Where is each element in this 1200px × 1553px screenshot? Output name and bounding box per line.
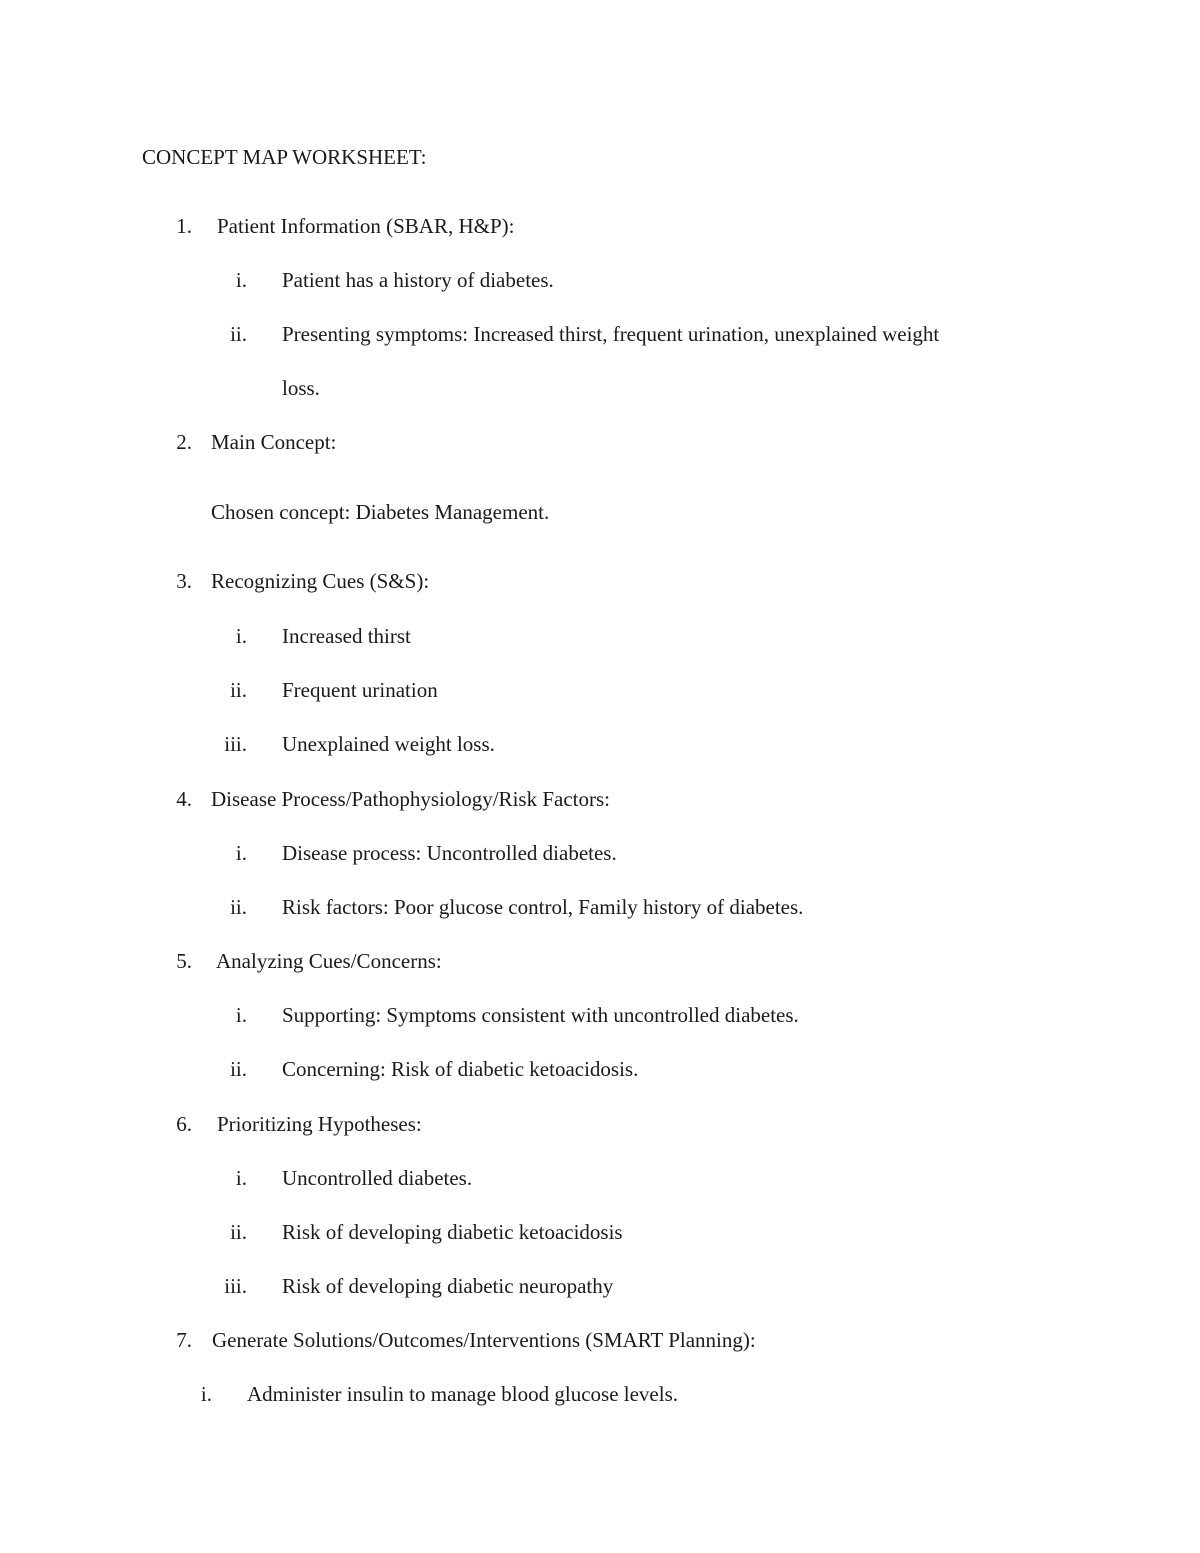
item-numeral: ii. xyxy=(230,322,247,346)
list-item: Supporting: Symptoms consistent with uncontrolled diabetes. xyxy=(282,1003,799,1027)
list-item: Patient has a history of diabetes. xyxy=(282,268,554,292)
list-item-continuation: loss. xyxy=(282,376,320,400)
list-item: Risk factors: Poor glucose control, Family history of diabetes. xyxy=(282,895,804,919)
section-number: 2. xyxy=(176,430,192,454)
section-number: 5. xyxy=(176,949,192,973)
list-item: Unexplained weight loss. xyxy=(282,732,495,756)
section-heading: Main Concept: xyxy=(211,430,337,454)
item-numeral: i. xyxy=(235,1166,247,1190)
item-numeral: i. xyxy=(235,624,247,648)
item-numeral: i. xyxy=(235,841,247,865)
section-body: Chosen concept: Diabetes Management. xyxy=(211,500,550,524)
section-heading: Disease Process/Pathophysiology/Risk Factors: xyxy=(211,787,610,811)
section-number: 7. xyxy=(176,1328,192,1352)
section-number: 4. xyxy=(176,787,192,811)
section-number: 6. xyxy=(176,1112,192,1136)
item-numeral: ii. xyxy=(230,1057,247,1081)
item-numeral: iii. xyxy=(224,732,247,756)
list-item: Risk of developing diabetic neuropathy xyxy=(282,1274,614,1298)
list-item: Concerning: Risk of diabetic ketoacidosis. xyxy=(282,1057,639,1081)
item-numeral: i. xyxy=(235,1003,247,1027)
section-number: 3. xyxy=(176,569,192,593)
item-numeral: ii. xyxy=(230,895,247,919)
item-numeral: ii. xyxy=(230,1220,247,1244)
item-numeral: i. xyxy=(235,268,247,292)
document-title: CONCEPT MAP WORKSHEET: xyxy=(142,145,427,169)
list-item: Presenting symptoms: Increased thirst, frequent urination, unexplained weight xyxy=(282,322,940,346)
item-numeral: iii. xyxy=(224,1274,247,1298)
section-heading: Recognizing Cues (S&S): xyxy=(211,569,430,593)
list-item: Disease process: Uncontrolled diabetes. xyxy=(282,841,617,865)
section-heading: Prioritizing Hypotheses: xyxy=(217,1112,422,1136)
section-heading: Generate Solutions/Outcomes/Interventions (SMART Planning): xyxy=(212,1328,756,1352)
list-item: Administer insulin to manage blood glucose levels. xyxy=(247,1382,679,1406)
section-heading: Analyzing Cues/Concerns: xyxy=(216,949,442,973)
list-item: Uncontrolled diabetes. xyxy=(282,1166,473,1190)
item-numeral: ii. xyxy=(230,678,247,702)
section-heading: Patient Information (SBAR, H&P): xyxy=(217,214,515,238)
list-item: Risk of developing diabetic ketoacidosis xyxy=(282,1220,623,1244)
list-item: Increased thirst xyxy=(282,624,411,648)
list-item: Frequent urination xyxy=(282,678,438,702)
section-number: 1. xyxy=(176,214,192,238)
item-numeral: i. xyxy=(200,1382,212,1406)
